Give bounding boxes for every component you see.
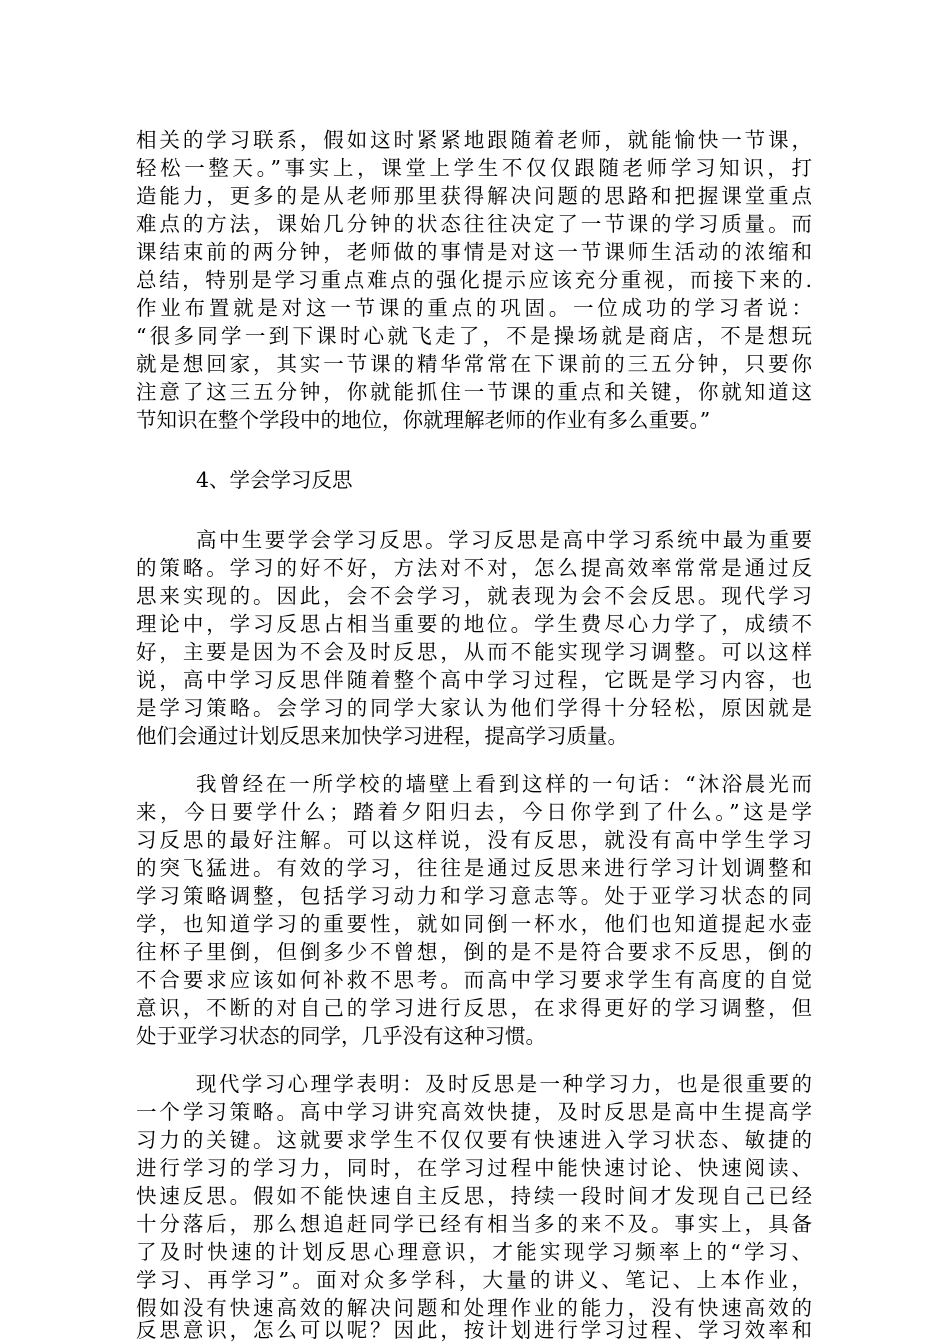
text-line: 难点的方法，课始几分钟的状态往往决定了一节课的学习质量。而 [136,212,812,236]
text-line: 学习策略调整，包括学习动力和学习意志等。处于亚学习状态的同 [136,884,812,908]
text-line: 说，高中学习反思伴随着整个高中学习过程，它既是学习内容，也 [136,668,812,692]
text-line: 学，也知道学习的重要性，就如同倒一杯水，他们也知道提起水壶 [136,912,812,936]
text-line: 理论中，学习反思占相当重要的地位。学生费尽心力学了，成绩不 [136,612,812,636]
text-line: 的突飞猛进。有效的学习，往往是通过反思来进行学习计划调整和 [136,856,812,880]
text-line: 轻松一整天。”事实上，课堂上学生不仅仅跟随老师学习知识，打 [136,156,812,180]
text-line: 他们会通过计划反思来加快学习进程，提高学习质量。 [136,724,628,748]
text-line: 往杯子里倒，但倒多少不曾想，倒的是不是符合要求不反思，倒的 [136,940,812,964]
text-line: 总结，特别是学习重点难点的强化提示应该充分重视，而接下来的. [136,268,812,292]
text-line: 高中生要学会学习反思。学习反思是高中学习系统中最为重要 [196,528,812,552]
text-line: 习反思的最好注解。可以这样说，没有反思，就没有高中学生学习 [136,828,812,852]
text-line: 课结束前的两分钟，老师做的事情是对这一节课师生活动的浓缩和 [136,240,812,264]
text-line: 十分落后，那么想追赶同学已经有相当多的来不及。事实上，具备 [136,1212,812,1236]
text-line: 思来实现的。因此，会不会学习，就表现为会不会反思。现代学习 [136,584,812,608]
text-line: 作业布置就是对这一节课的重点的巩固。一位成功的学习者说： [136,296,812,320]
text-line: 就是想回家，其实一节课的精华常常在下课前的三五分钟，只要你 [136,352,812,376]
text-line: 来，今日要学什么；踏着夕阳归去，今日你学到了什么。”这是学 [136,800,812,824]
text-line: “很多同学一到下课时心就飞走了，不是操场就是商店，不是想玩 [136,324,812,348]
text-line: 现代学习心理学表明：及时反思是一种学习力，也是很重要的 [196,1072,812,1096]
text-line: 是学习策略。会学习的同学大家认为他们学得十分轻松，原因就是 [136,696,812,720]
text-line: 学习、再学习”。面对众多学科，大量的讲义、笔记、上本作业， [136,1268,812,1292]
text-line: 一个学习策略。高中学习讲究高效快捷，及时反思是高中生提高学 [136,1100,812,1124]
text-line: 快速反思。假如不能快速自主反思，持续一段时间才发现自己已经 [136,1184,812,1208]
section-heading: 4、学会学习反思 [196,468,353,492]
text-line: 节知识在整个学段中的地位，你就理解老师的作业有多么重要。” [136,408,711,432]
text-line: 相关的学习联系，假如这时紧紧地跟随着老师，就能愉快一节课， [136,128,812,152]
text-line: 意识，不断的对自己的学习进行反思，在求得更好的学习调整，但 [136,996,812,1020]
text-line: 习力的关键。这就要求学生不仅仅要有快速进入学习状态、敏捷的 [136,1128,812,1152]
text-line: 反思意识，怎么可以呢？因此，按计划进行学习过程、学习效率和 [136,1318,812,1342]
text-line: 处于亚学习状态的同学，几乎没有这种习惯。 [136,1024,546,1048]
text-line: 造能力，更多的是从老师那里获得解决问题的思路和把握课堂重点 [136,184,812,208]
text-line: 我曾经在一所学校的墙壁上看到这样的一句话：“沐浴晨光而 [196,772,812,796]
text-line: 进行学习的学习力，同时，在学习过程中能快速讨论、快速阅读、 [136,1156,812,1180]
text-line: 的策略。学习的好不好，方法对不对，怎么提高效率常常是通过反 [136,556,812,580]
text-line: 好，主要是因为不会及时反思，从而不能实现学习调整。可以这样 [136,640,812,664]
text-line: 注意了这三五分钟，你就能抓住一节课的重点和关键，你就知道这 [136,380,812,404]
text-line: 假如没有快速高效的解决问题和处理作业的能力，没有快速高效的 [136,1296,812,1320]
text-line: 不合要求应该如何补救不思考。而高中学习要求学生有高度的自觉 [136,968,812,992]
text-line: 了及时快速的计划反思心理意识，才能实现学习频率上的“学习、 [136,1240,812,1264]
